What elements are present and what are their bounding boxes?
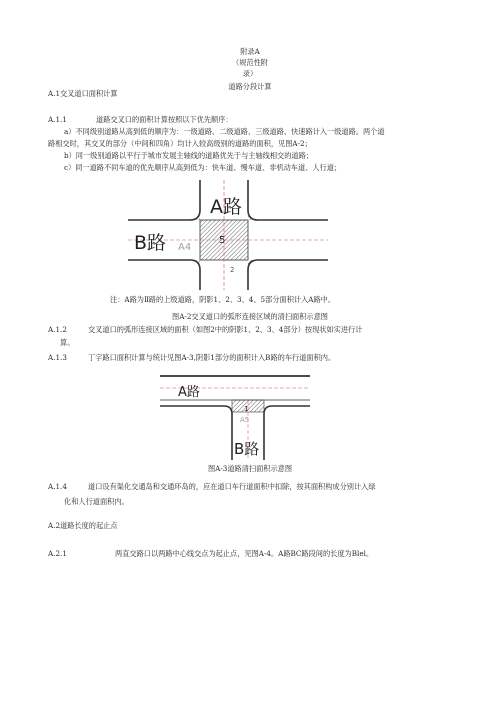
appendix-nature-line2: 录） [242,69,258,78]
fig3-road-b-label: B路 [234,440,260,458]
figure-a3-t-junction-diagram [160,370,310,460]
clause-a1-1-text: 道路交叉口的面积计算按照以下优先顺序： [96,115,233,124]
clause-a1-3-number: A.1.3 [48,353,67,362]
figure-a2-note: 注：A路为Ⅱ路的上级道路，阴影1、2、3、4、5部分面积计入A路中。 [110,295,336,304]
clause-a1-2-line1: 交叉道口的弧形连接区域的面积（如图2中的阴影1、2、3、4部分）按现状如实进行计 [88,325,363,334]
appendix-label: 附录A [240,47,260,56]
appendix-title: 道路分段计算 [228,82,272,91]
fig2-road-b-label: B路 [134,232,167,254]
clause-a2-1-number: A.2.1 [48,549,67,558]
fig3-zone-5-label: A5 [240,416,250,424]
clause-a1-1-b: b）同一级别道路以平行于城市发展主轴线的道路优先于与主轴线相交的道路； [64,151,313,160]
fig2-zone-2-label: 2 [230,266,235,274]
section-a1-title: A.1交叉道口面积计算 [48,89,118,98]
clause-a1-4-line2: 化和人行道面积内。 [64,497,129,506]
figure-a2-caption: 图A-2交叉道口的弧形连接区域的清扫面积示意图 [172,312,328,321]
clause-a2-1-text: 两直交路口以两路中心线交点为起止点，见图A-4。A路BC路段间的长度为Blel。 [115,549,374,558]
clause-a1-1-number: A.1.1 [48,115,67,124]
fig3-road-a-label: A路 [178,385,200,400]
appendix-nature-line1: （规范性附 [232,58,268,67]
figure-a2-intersection-diagram [128,180,328,290]
clause-a1-2-line2: 算。 [60,338,75,347]
clause-a1-1-c: c）同一道路不同车道的优先顺序从高到低为：快车道、慢车道、非机动车道、人行道； [64,163,342,172]
clause-a1-1-a-line2: 路相交时，其交叉的部分（中间和四角）均计入较高级别的道路的面积，见图A-2； [48,139,312,148]
clause-a1-1-a-line1: a）不同级别道路从高到低的顺序为：一级道路、二级道路、三级道路、快速路计入一级道路。两个道 [64,127,385,136]
fig2-road-a-label: A路 [210,196,242,218]
clause-a1-4-line1: 道口设有渠化交通岛和交通环岛的，应在道口车行道面积中扣除，按其面积构成分别计入绿 [88,482,376,491]
fig2-zone-4-label: A4 [178,242,192,253]
fig3-zone-1-label: 1 [244,405,249,413]
clause-a1-3-text: 丁字路口面积计算与统计见图A-3,阴影1部分的面积计入B路的车行道面积内。 [88,353,336,362]
fig2-zone-5-label: 5 [219,235,226,246]
section-a2-title: A.2道路长度的起止点 [48,521,118,530]
clause-a1-2-number: A.1.2 [48,325,67,334]
clause-a1-4-number: A.1.4 [48,482,67,491]
figure-a3-caption: 图A-3道路清扫面积示意图 [207,464,293,473]
